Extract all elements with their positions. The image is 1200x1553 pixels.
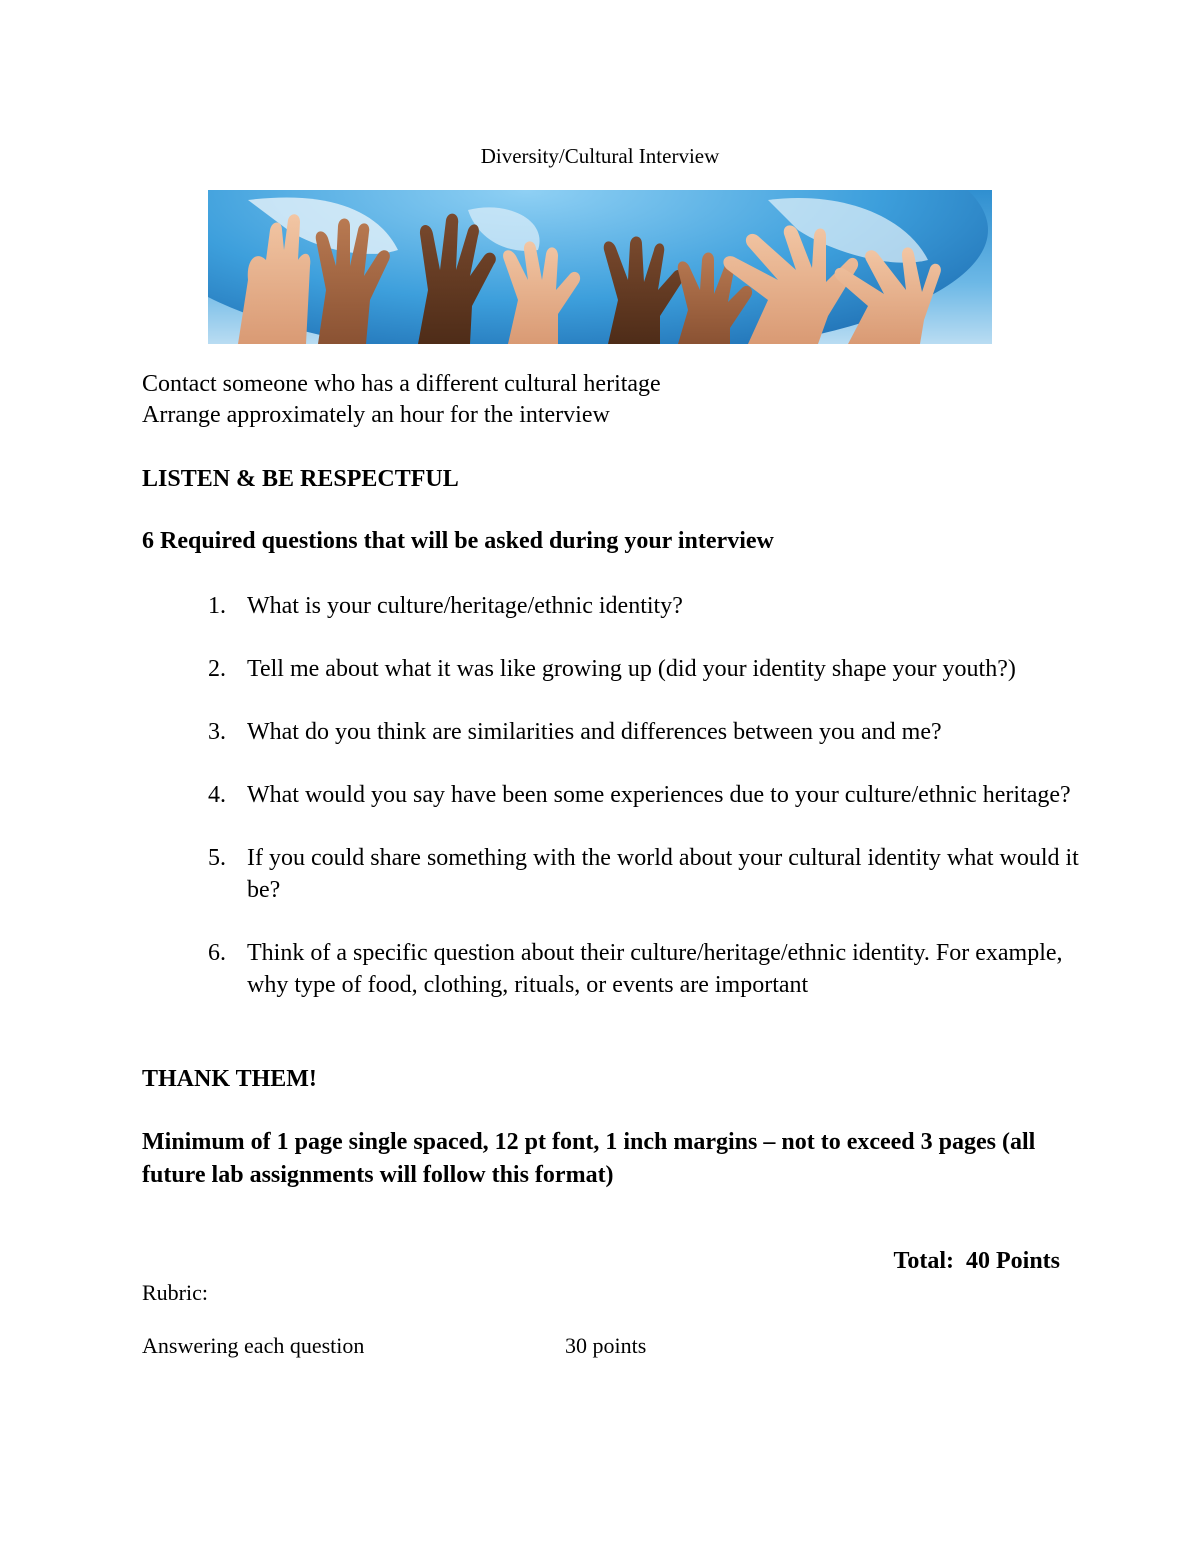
- thank-them-text: THANK THEM!: [142, 1066, 317, 1092]
- question-item: [208, 716, 1088, 748]
- question-text: What do you think are similarities and differences between you and me?: [247, 719, 942, 745]
- question-item: [208, 779, 1088, 811]
- question-text: What is your culture/heritage/ethnic identity?: [247, 593, 683, 619]
- question-item: [208, 937, 1088, 1001]
- question-number: 6.: [208, 940, 226, 966]
- question-text: Think of a specific question about their culture/heritage/ethnic identity. For example, why type of food, clothing, rituals, or events are important: [247, 940, 1063, 998]
- question-number: 5.: [208, 845, 226, 871]
- question-text: Tell me about what it was like growing up (did your identity shape your youth?): [247, 656, 1016, 682]
- total-points: Total: 40 Points: [893, 1248, 1060, 1274]
- question-text: What would you say have been some experiences due to your culture/ethnic heritage?: [247, 782, 1071, 808]
- hands-globe-banner-image: [208, 190, 992, 344]
- rubric-item-label: Answering each question: [142, 1333, 365, 1358]
- question-item: [208, 590, 1088, 622]
- questions-heading: 6 Required questions that will be asked during your interview: [142, 528, 774, 554]
- rubric-item-points: 30 points: [565, 1333, 647, 1358]
- format-requirements: Minimum of 1 page single spaced, 12 pt font, 1 inch margins – not to exceed 3 pages (all future lab assignments will follow this format): [142, 1129, 1036, 1188]
- question-number: 1.: [208, 593, 226, 619]
- document-title: Diversity/Cultural Interview: [480, 144, 720, 168]
- question-number: 2.: [208, 656, 226, 682]
- questions-list: [208, 590, 1088, 1001]
- intro-line-arrange: Arrange approximately an hour for the interview: [142, 402, 610, 428]
- rubric-label: Rubric:: [142, 1280, 208, 1305]
- question-item: [208, 842, 1088, 906]
- intro-line-contact: Contact someone who has a different cultural heritage: [142, 371, 661, 397]
- question-item: [208, 653, 1088, 685]
- listen-heading: LISTEN & BE RESPECTFUL: [142, 466, 459, 492]
- question-text: If you could share something with the world about your cultural identity what would it be?: [247, 845, 1079, 903]
- question-number: 3.: [208, 719, 226, 745]
- question-number: 4.: [208, 782, 226, 808]
